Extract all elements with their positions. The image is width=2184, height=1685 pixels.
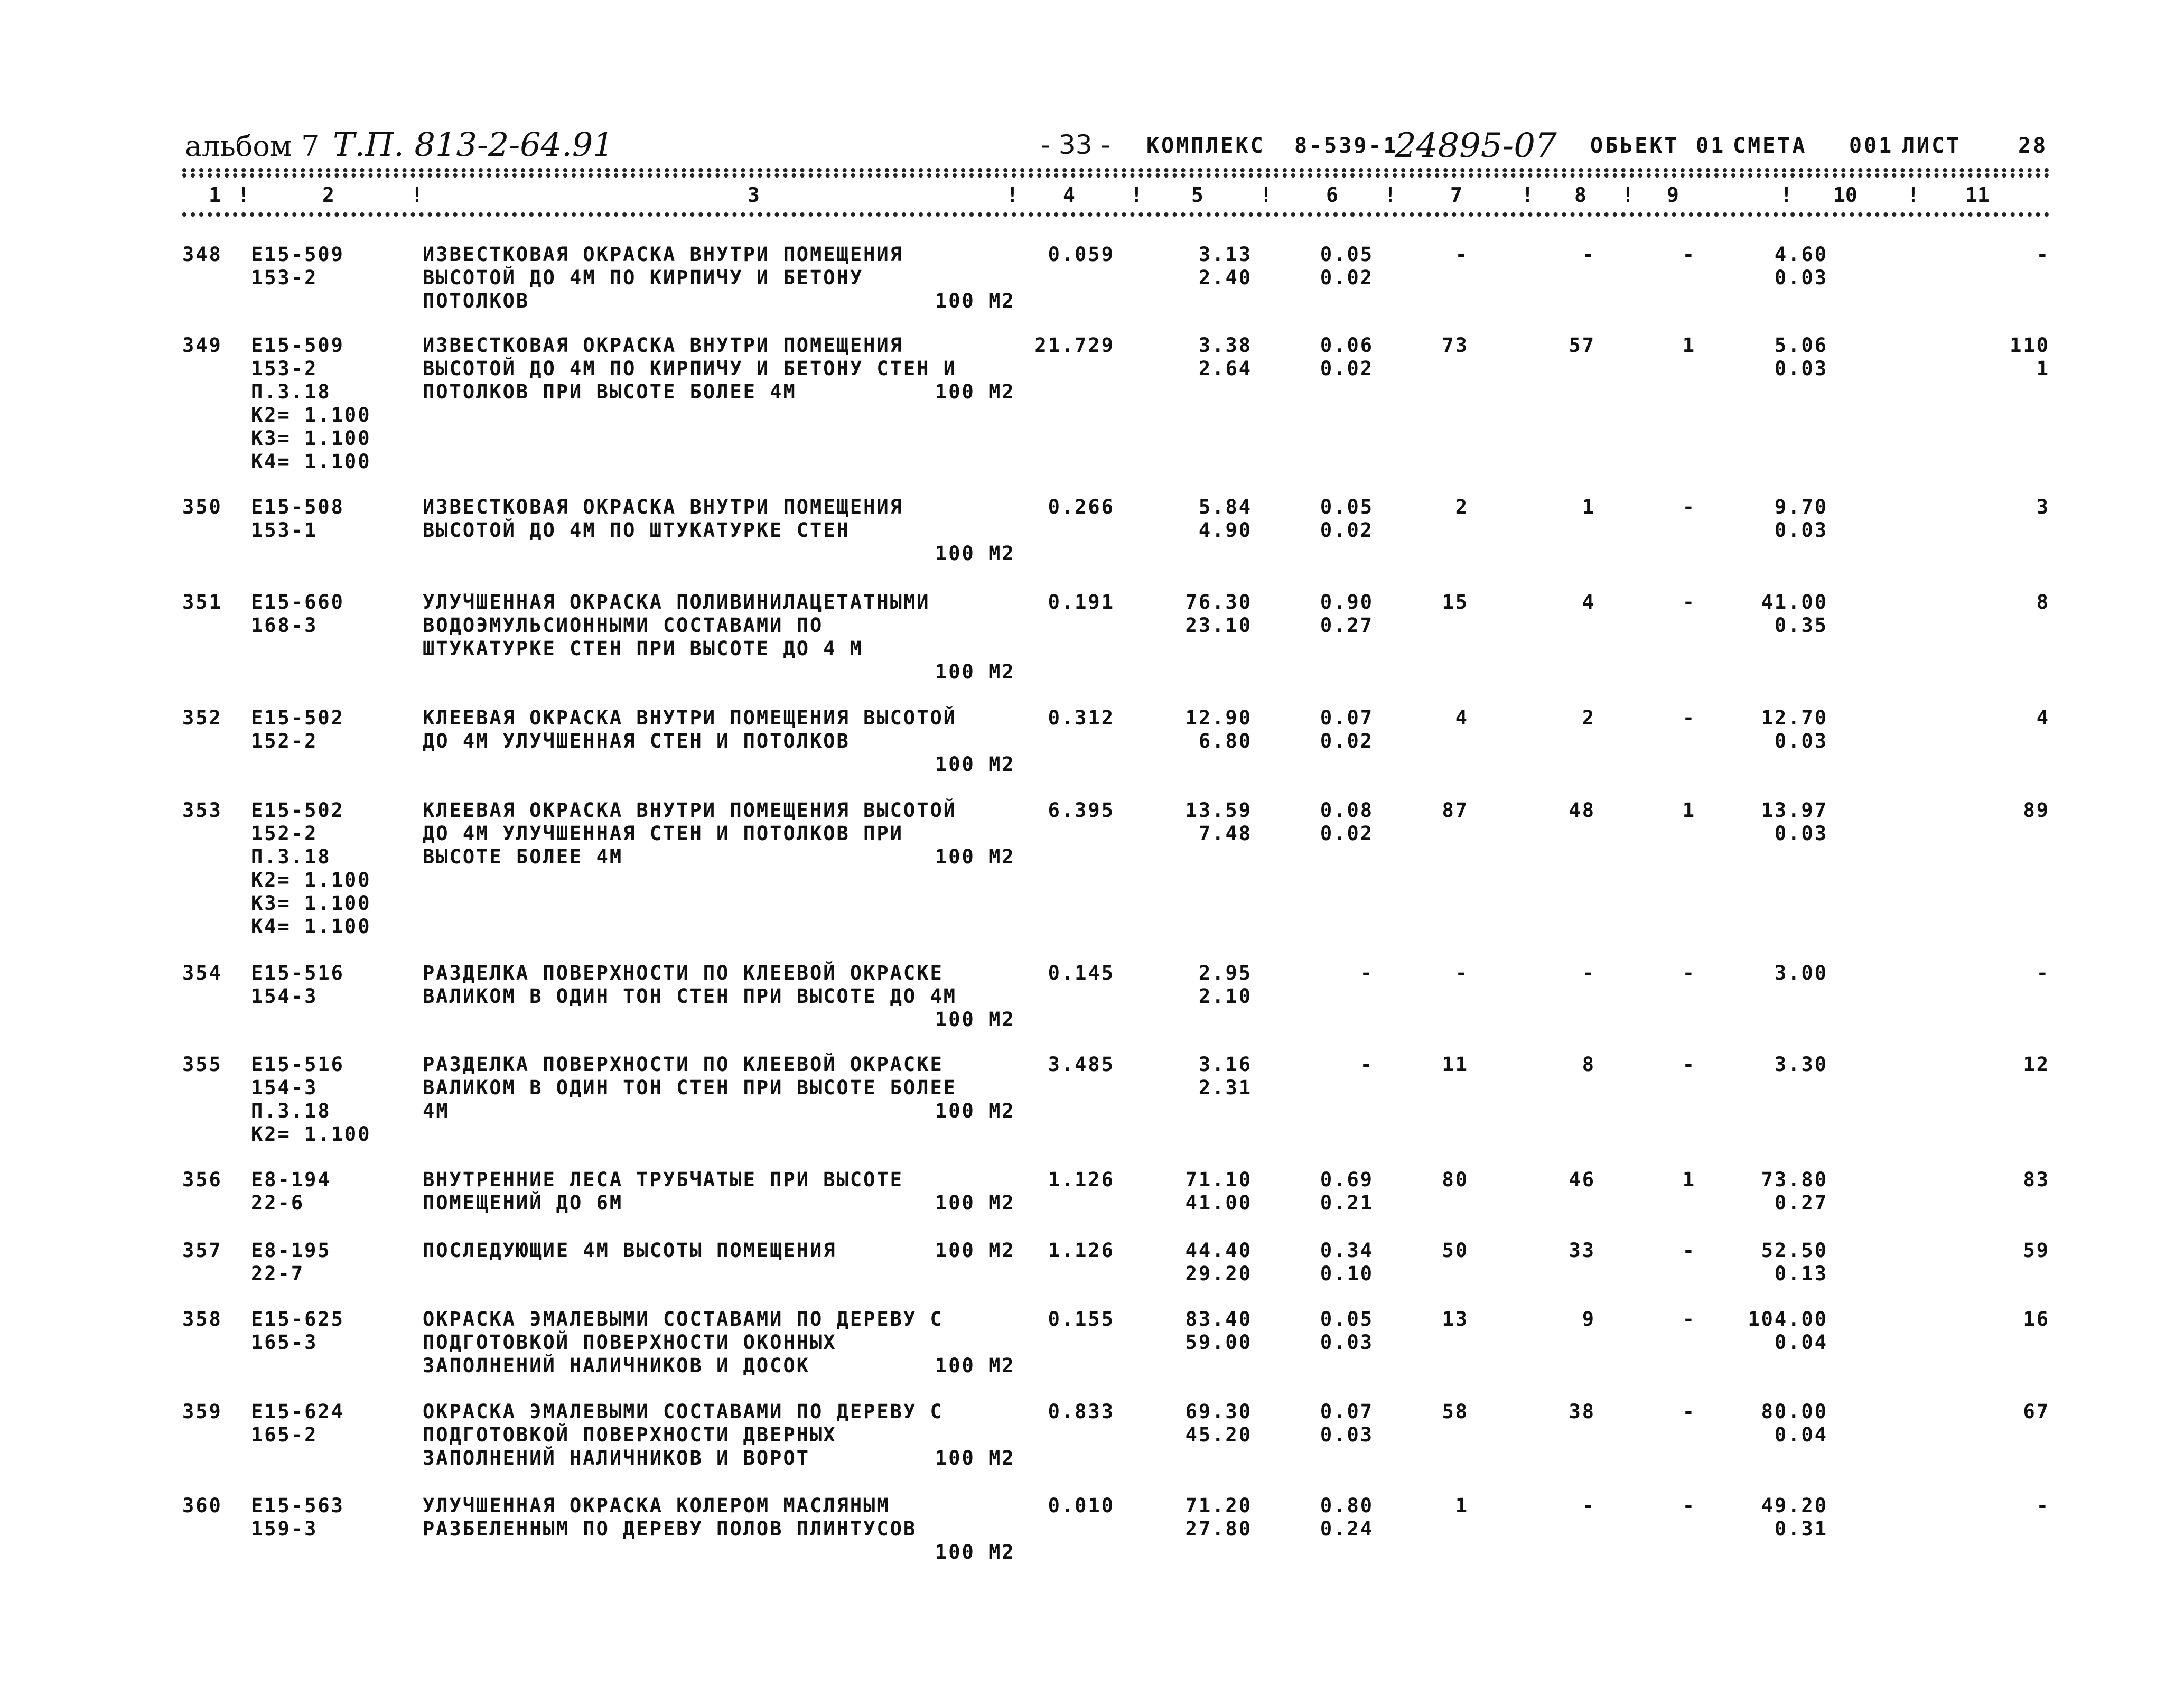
col-sep: ! — [1522, 183, 1534, 207]
wage-cost: 33 — [1569, 1239, 1595, 1262]
rate-code: Е15-508 153-1 — [251, 496, 344, 542]
row-number: 359 — [182, 1400, 222, 1423]
tp-code: Т.П. 813-2-64.91 — [333, 125, 614, 164]
col-sep: ! — [411, 183, 423, 207]
rate-code: Е15-516 154-3 П.3.18 К2= 1.100 — [251, 1053, 371, 1146]
top-rule-1 — [182, 168, 2050, 172]
col-num-3: 3 — [748, 183, 760, 207]
unit-of-measure: 100 М2 — [935, 1541, 1015, 1563]
estimate-label: СМЕТА — [1733, 134, 1807, 158]
quantity: 0.312 — [1048, 706, 1115, 729]
unit-cost: 3.16 2.31 — [1198, 1053, 1252, 1099]
quantity: 3.485 — [1048, 1053, 1115, 1076]
total-cost: 80 — [1442, 1168, 1469, 1191]
quantity: 0.266 — [1048, 496, 1115, 518]
unit-of-measure: 100 М2 — [935, 1191, 1015, 1214]
col-num-7: 7 — [1450, 183, 1462, 207]
col-num-6: 6 — [1326, 183, 1338, 207]
complex-label: КОМПЛЕКС — [1146, 134, 1265, 158]
quantity: 0.059 — [1048, 243, 1115, 266]
unit-cost: 3.38 2.64 — [1198, 334, 1252, 380]
machine-cost: 0.80 0.24 — [1320, 1494, 1374, 1540]
col-sep: ! — [1384, 183, 1396, 207]
machine-wage: - — [1682, 1053, 1696, 1076]
unit-cost: 44.40 29.20 — [1185, 1239, 1252, 1285]
machine-wage: - — [1682, 706, 1696, 729]
labor-total: 110 1 — [2010, 334, 2050, 380]
machine-wage: - — [1682, 1239, 1696, 1262]
work-description: ВНУТРЕННИЕ ЛЕСА ТРУБЧАТЫЕ ПРИ ВЫСОТЕ ПОМЕЩЕНИЙ ДО 6М — [423, 1168, 903, 1214]
work-description: ИЗВЕСТКОВАЯ ОКРАСКА ВНУТРИ ПОМЕЩЕНИЯ ВЫСОТОЙ ДО 4М ПО КИРПИЧУ И БЕТОНУ СТЕН И ПОТОЛКОВ ПРИ ВЫСОТЕ БОЛЕЕ 4М — [423, 334, 957, 403]
work-description: КЛЕЕВАЯ ОКРАСКА ВНУТРИ ПОМЕЩЕНИЯ ВЫСОТОЙ ДО 4М УЛУЧШЕННАЯ СТЕН И ПОТОЛКОВ — [423, 706, 957, 752]
labor-total: - — [2036, 243, 2050, 266]
total-cost: 1 — [1455, 1494, 1469, 1517]
labor-per-unit: 41.00 0.35 — [1761, 591, 1828, 637]
unit-of-measure: 100 М2 — [935, 753, 1015, 776]
col-sep: ! — [1780, 183, 1793, 207]
sheet-label: ЛИСТ — [1902, 134, 1962, 158]
rate-code: Е15-563 159-3 — [251, 1494, 344, 1540]
total-cost: 13 — [1442, 1308, 1469, 1330]
machine-wage: 1 — [1682, 334, 1696, 357]
total-cost: 50 — [1442, 1239, 1469, 1262]
work-description: РАЗДЕЛКА ПОВЕРХНОСТИ ПО КЛЕЕВОЙ ОКРАСКЕ ВАЛИКОМ В ОДИН ТОН СТЕН ПРИ ВЫСОТЕ ДО 4М — [423, 962, 957, 1008]
col-sep: ! — [1907, 183, 1919, 207]
rate-code: Е15-624 165-2 — [251, 1400, 344, 1446]
machine-cost: 0.06 0.02 — [1320, 334, 1374, 380]
work-description: ИЗВЕСТКОВАЯ ОКРАСКА ВНУТРИ ПОМЕЩЕНИЯ ВЫСОТОЙ ДО 4М ПО ШТУКАТУРКЕ СТЕН — [423, 496, 903, 542]
machine-cost: 0.05 0.02 — [1320, 496, 1374, 542]
album-label: альбом 7 — [185, 129, 320, 163]
machine-wage: - — [1682, 496, 1696, 518]
col-num-5: 5 — [1191, 183, 1203, 207]
work-description: ОКРАСКА ЭМАЛЕВЫМИ СОСТАВАМИ ПО ДЕРЕВУ С ПОДГОТОВКОЙ ПОВЕРХНОСТИ ДВЕРНЫХ ЗАПОЛНЕНИЙ НАЛИЧНИКОВ И ВОРОТ — [423, 1400, 944, 1469]
unit-of-measure: 100 М2 — [935, 1100, 1015, 1122]
machine-wage: - — [1682, 1308, 1696, 1330]
work-description: ОКРАСКА ЭМАЛЕВЫМИ СОСТАВАМИ ПО ДЕРЕВУ С ПОДГОТОВКОЙ ПОВЕРХНОСТИ ОКОННЫХ ЗАПОЛНЕНИЙ НАЛИЧНИКОВ И ДОСОК — [423, 1308, 944, 1377]
estimate-value: 001 — [1849, 134, 1894, 158]
row-number: 356 — [182, 1168, 222, 1191]
total-cost: 4 — [1455, 706, 1469, 729]
col-num-4: 4 — [1063, 183, 1075, 207]
unit-cost: 83.40 59.00 — [1185, 1308, 1252, 1354]
machine-cost: 0.05 0.03 — [1320, 1308, 1374, 1354]
labor-total: 67 — [2023, 1400, 2050, 1423]
total-cost: 73 — [1442, 334, 1469, 357]
machine-wage: - — [1682, 962, 1696, 984]
labor-per-unit: 73.80 0.27 — [1761, 1168, 1828, 1214]
unit-cost: 76.30 23.10 — [1185, 591, 1252, 637]
quantity: 0.833 — [1048, 1400, 1115, 1423]
labor-total: 83 — [2023, 1168, 2050, 1191]
rate-code: Е15-516 154-3 — [251, 962, 344, 1008]
quantity: 6.395 — [1048, 799, 1115, 822]
machine-wage: - — [1682, 1494, 1696, 1517]
row-number: 353 — [182, 799, 222, 822]
labor-total: - — [2036, 962, 2050, 984]
machine-cost: 0.90 0.27 — [1320, 591, 1374, 637]
unit-cost: 2.95 2.10 — [1198, 962, 1252, 1008]
total-cost: 87 — [1442, 799, 1469, 822]
col-num-1: 1 — [209, 183, 221, 207]
total-cost: - — [1455, 243, 1469, 266]
sheet-value: 28 — [2018, 134, 2048, 158]
machine-cost: 0.08 0.02 — [1320, 799, 1374, 845]
work-description: УЛУЧШЕННАЯ ОКРАСКА ПОЛИВИНИЛАЦЕТАТНЫМИ ВОДОЭМУЛЬСИОННЫМИ СОСТАВАМИ ПО ШТУКАТУРКЕ СТЕН ПРИ ВЫСОТЕ ДО 4 М — [423, 591, 930, 660]
row-number: 352 — [182, 706, 222, 729]
header-bottom-rule — [182, 212, 2050, 217]
unit-of-measure: 100 М2 — [935, 542, 1015, 565]
unit-of-measure: 100 М2 — [935, 380, 1015, 403]
machine-cost: 0.34 0.10 — [1320, 1239, 1374, 1285]
labor-per-unit: 4.60 0.03 — [1774, 243, 1828, 289]
quantity: 0.145 — [1048, 962, 1115, 984]
unit-of-measure: 100 М2 — [935, 660, 1015, 683]
unit-cost: 71.10 41.00 — [1185, 1168, 1252, 1214]
labor-total: - — [2036, 1494, 2050, 1517]
machine-cost: 0.07 0.02 — [1320, 706, 1374, 752]
quantity: 21.729 — [1034, 334, 1115, 357]
labor-total: 89 — [2023, 799, 2050, 822]
complex-handwritten: 24895-07 — [1395, 126, 1557, 165]
unit-cost: 12.90 6.80 — [1185, 706, 1252, 752]
unit-of-measure: 100 М2 — [935, 1008, 1015, 1031]
rate-code: Е15-502 152-2 — [251, 706, 344, 752]
object-label: ОБЬЕКТ — [1590, 134, 1679, 158]
wage-cost: 1 — [1582, 496, 1595, 518]
wage-cost: 57 — [1569, 334, 1595, 357]
labor-total: 16 — [2023, 1308, 2050, 1330]
wage-cost: 4 — [1582, 591, 1595, 613]
row-number: 351 — [182, 591, 222, 613]
col-num-9: 9 — [1667, 183, 1679, 207]
machine-cost: 0.07 0.03 — [1320, 1400, 1374, 1446]
machine-cost: - — [1360, 962, 1374, 984]
machine-wage: 1 — [1682, 799, 1696, 822]
machine-wage: - — [1682, 243, 1696, 266]
wage-cost: 46 — [1569, 1168, 1595, 1191]
rate-code: Е15-625 165-3 — [251, 1308, 344, 1354]
work-description: КЛЕЕВАЯ ОКРАСКА ВНУТРИ ПОМЕЩЕНИЯ ВЫСОТОЙ ДО 4М УЛУЧШЕННАЯ СТЕН И ПОТОЛКОВ ПРИ ВЫСОТЕ БОЛЕЕ 4М — [423, 799, 957, 868]
unit-cost: 71.20 27.80 — [1185, 1494, 1252, 1540]
unit-of-measure: 100 М2 — [935, 1447, 1015, 1469]
wage-cost: 8 — [1582, 1053, 1595, 1076]
labor-total: 59 — [2023, 1239, 2050, 1262]
labor-total: 4 — [2036, 706, 2050, 729]
rate-code: Е8-194 22-6 — [251, 1168, 331, 1214]
col-num-10: 10 — [1833, 183, 1858, 207]
quantity: 0.155 — [1048, 1308, 1115, 1330]
total-cost: 2 — [1455, 496, 1469, 518]
top-rule-2 — [182, 173, 2050, 178]
row-number: 355 — [182, 1053, 222, 1076]
unit-cost: 3.13 2.40 — [1198, 243, 1252, 289]
work-description: УЛУЧШЕННАЯ ОКРАСКА КОЛЕРОМ МАСЛЯНЫМ РАЗБЕЛЕННЫМ ПО ДЕРЕВУ ПОЛОВ ПЛИНТУСОВ — [423, 1494, 917, 1540]
machine-cost: - — [1360, 1053, 1374, 1076]
machine-wage: - — [1682, 591, 1696, 613]
row-number: 348 — [182, 243, 222, 266]
col-sep: ! — [1006, 183, 1019, 207]
wage-cost: - — [1582, 962, 1595, 984]
col-sep: ! — [1260, 183, 1272, 207]
col-num-11: 11 — [1965, 183, 1990, 207]
labor-per-unit: 49.20 0.31 — [1761, 1494, 1828, 1540]
unit-cost: 5.84 4.90 — [1198, 496, 1252, 542]
labor-per-unit: 104.00 0.04 — [1748, 1308, 1828, 1354]
work-description: ПОСЛЕДУЮЩИЕ 4М ВЫСОТЫ ПОМЕЩЕНИЯ — [423, 1239, 837, 1262]
row-number: 358 — [182, 1308, 222, 1330]
col-sep: ! — [238, 183, 250, 207]
rate-code: Е15-660 168-3 — [251, 591, 344, 637]
row-number: 354 — [182, 962, 222, 984]
quantity: 0.010 — [1048, 1494, 1115, 1517]
object-value: 01 — [1696, 134, 1726, 158]
machine-wage: - — [1682, 1400, 1696, 1423]
quantity: 1.126 — [1048, 1168, 1115, 1191]
unit-of-measure: 100 М2 — [935, 1354, 1015, 1377]
rate-code: Е15-509 153-2 — [251, 243, 344, 289]
col-sep: ! — [1131, 183, 1143, 207]
rate-code: Е15-509 153-2 П.3.18 К2= 1.100 К3= 1.100 К4= 1.100 — [251, 334, 371, 473]
labor-per-unit: 9.70 0.03 — [1774, 496, 1828, 542]
wage-cost: - — [1582, 1494, 1595, 1517]
labor-per-unit: 80.00 0.04 — [1761, 1400, 1828, 1446]
machine-cost: 0.69 0.21 — [1320, 1168, 1374, 1214]
unit-of-measure: 100 М2 — [935, 845, 1015, 868]
labor-per-unit: 12.70 0.03 — [1761, 706, 1828, 752]
col-num-8: 8 — [1574, 183, 1586, 207]
page-marker: - 33 - — [1041, 129, 1110, 160]
row-number: 349 — [182, 334, 222, 357]
quantity: 1.126 — [1048, 1239, 1115, 1262]
col-num-2: 2 — [322, 183, 334, 207]
wage-cost: 9 — [1582, 1308, 1595, 1330]
wage-cost: 48 — [1569, 799, 1595, 822]
labor-per-unit: 3.30 — [1774, 1053, 1828, 1076]
rate-code: Е8-195 22-7 — [251, 1239, 331, 1285]
rate-code: Е15-502 152-2 П.3.18 К2= 1.100 К3= 1.100 К4= 1.100 — [251, 799, 371, 938]
total-cost: 11 — [1442, 1053, 1469, 1076]
complex-code: 8-539-1 — [1294, 134, 1398, 158]
unit-of-measure: 100 М2 — [935, 1239, 1015, 1262]
labor-per-unit: 13.97 0.03 — [1761, 799, 1828, 845]
labor-total: 8 — [2036, 591, 2050, 613]
row-number: 360 — [182, 1494, 222, 1517]
work-description: ИЗВЕСТКОВАЯ ОКРАСКА ВНУТРИ ПОМЕЩЕНИЯ ВЫСОТОЙ ДО 4М ПО КИРПИЧУ И БЕТОНУ ПОТОЛКОВ — [423, 243, 903, 312]
labor-per-unit: 52.50 0.13 — [1761, 1239, 1828, 1285]
row-number: 357 — [182, 1239, 222, 1262]
unit-of-measure: 100 М2 — [935, 290, 1015, 312]
unit-cost: 13.59 7.48 — [1185, 799, 1252, 845]
col-sep: ! — [1622, 183, 1634, 207]
total-cost: - — [1455, 962, 1469, 984]
row-number: 350 — [182, 496, 222, 518]
wage-cost: 38 — [1569, 1400, 1595, 1423]
machine-cost: 0.05 0.02 — [1320, 243, 1374, 289]
total-cost: 58 — [1442, 1400, 1469, 1423]
quantity: 0.191 — [1048, 591, 1115, 613]
labor-per-unit: 5.06 0.03 — [1774, 334, 1828, 380]
page-header — [185, 125, 2055, 172]
unit-cost: 69.30 45.20 — [1185, 1400, 1252, 1446]
work-description: РАЗДЕЛКА ПОВЕРХНОСТИ ПО КЛЕЕВОЙ ОКРАСКЕ ВАЛИКОМ В ОДИН ТОН СТЕН ПРИ ВЫСОТЕ БОЛЕЕ 4М — [423, 1053, 957, 1122]
wage-cost: 2 — [1582, 706, 1595, 729]
labor-total: 3 — [2036, 496, 2050, 518]
machine-wage: 1 — [1682, 1168, 1696, 1191]
labor-total: 12 — [2023, 1053, 2050, 1076]
wage-cost: - — [1582, 243, 1595, 266]
total-cost: 15 — [1442, 591, 1469, 613]
labor-per-unit: 3.00 — [1774, 962, 1828, 984]
